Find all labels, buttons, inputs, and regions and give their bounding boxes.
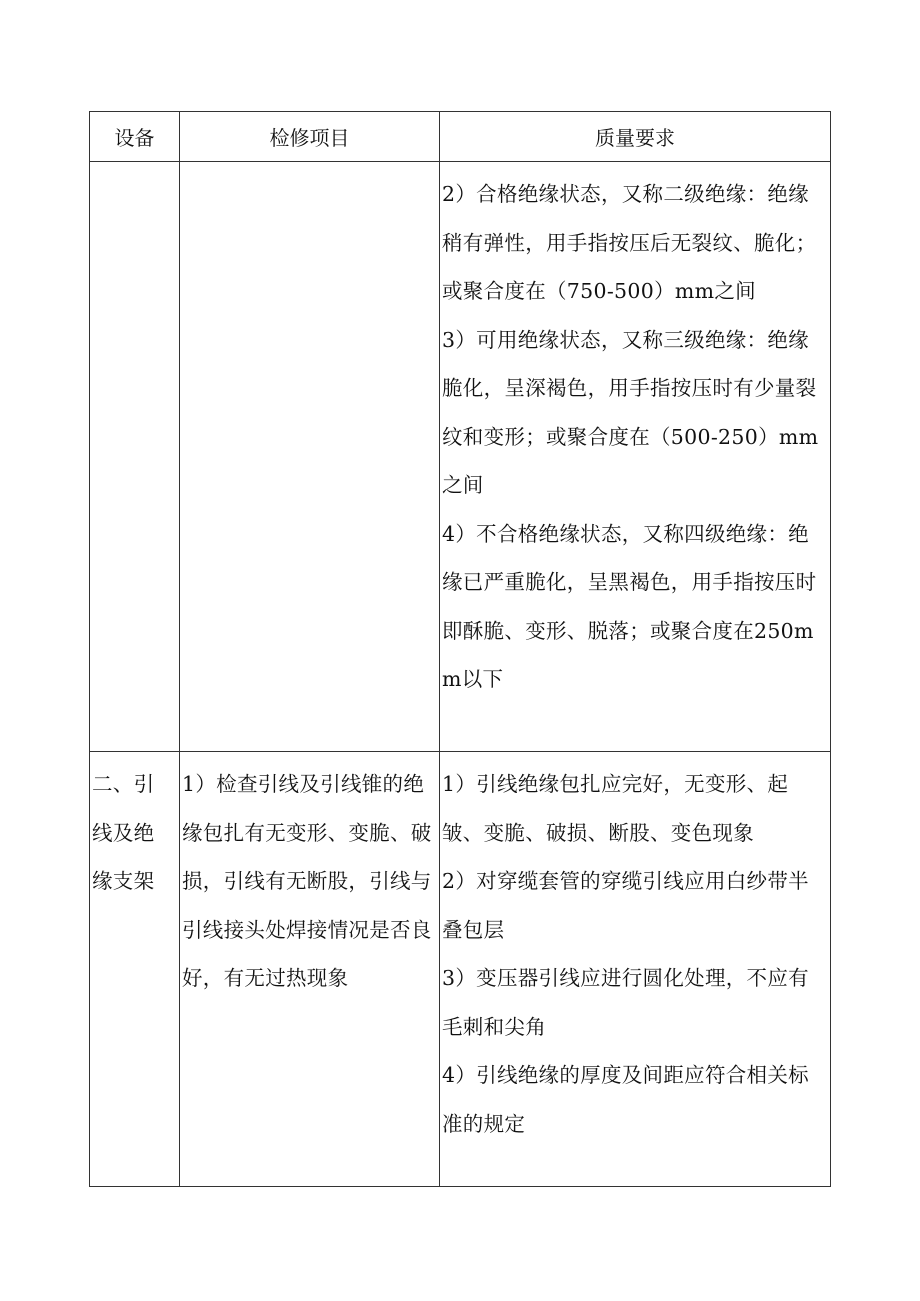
requirement-item: 3）变压器引线应进行圆化处理，不应有毛刺和尖角 <box>442 966 809 1039</box>
device-cell <box>90 162 180 752</box>
requirement-item: 3）可用绝缘状态，又称三级绝缘：绝缘脆化，呈深褐色，用手指按压时有少量裂纹和变形；或聚合度在（500-250）mm之间 <box>442 327 819 497</box>
requirement-item: 2）对穿缆套管的穿缆引线应用白纱带半叠包层 <box>442 869 809 942</box>
requirement-item: 4）引线绝缘的厚度及间距应符合相关标准的规定 <box>442 1063 809 1136</box>
table-row <box>90 162 831 752</box>
requirement-item: 2）合格绝缘状态，又称二级绝缘：绝缘稍有弹性，用手指按压后无裂纹、脆化；或聚合度在（750-500）mm之间 <box>442 182 817 303</box>
header-quality-requirement: 质量要求 <box>440 112 831 162</box>
table-header-row <box>90 112 831 162</box>
header-device: 设备 <box>90 112 180 162</box>
maintenance-item-cell <box>180 162 440 752</box>
table-row <box>90 752 831 1187</box>
header-maintenance-item: 检修项目 <box>180 112 440 162</box>
quality-requirement-cell <box>440 752 831 1187</box>
maintenance-quality-table <box>89 111 831 1187</box>
requirement-item: 1）引线绝缘包扎应完好，无变形、起皱、变脆、破损、断股、变色现象 <box>442 772 789 845</box>
device-cell: 二、引线及绝缘支架 <box>90 752 180 1187</box>
maintenance-item-cell: 1）检查引线及引线锥的绝缘包扎有无变形、变脆、破损，引线有无断股，引线与引线接头处焊接情况是否良好，有无过热现象 <box>180 752 440 1187</box>
quality-requirement-cell <box>440 162 831 752</box>
requirement-item: 4）不合格绝缘状态，又称四级绝缘：绝缘已严重脆化，呈黑褐色，用手指按压时即酥脆、变形、脱落；或聚合度在250mm以下 <box>442 521 817 691</box>
